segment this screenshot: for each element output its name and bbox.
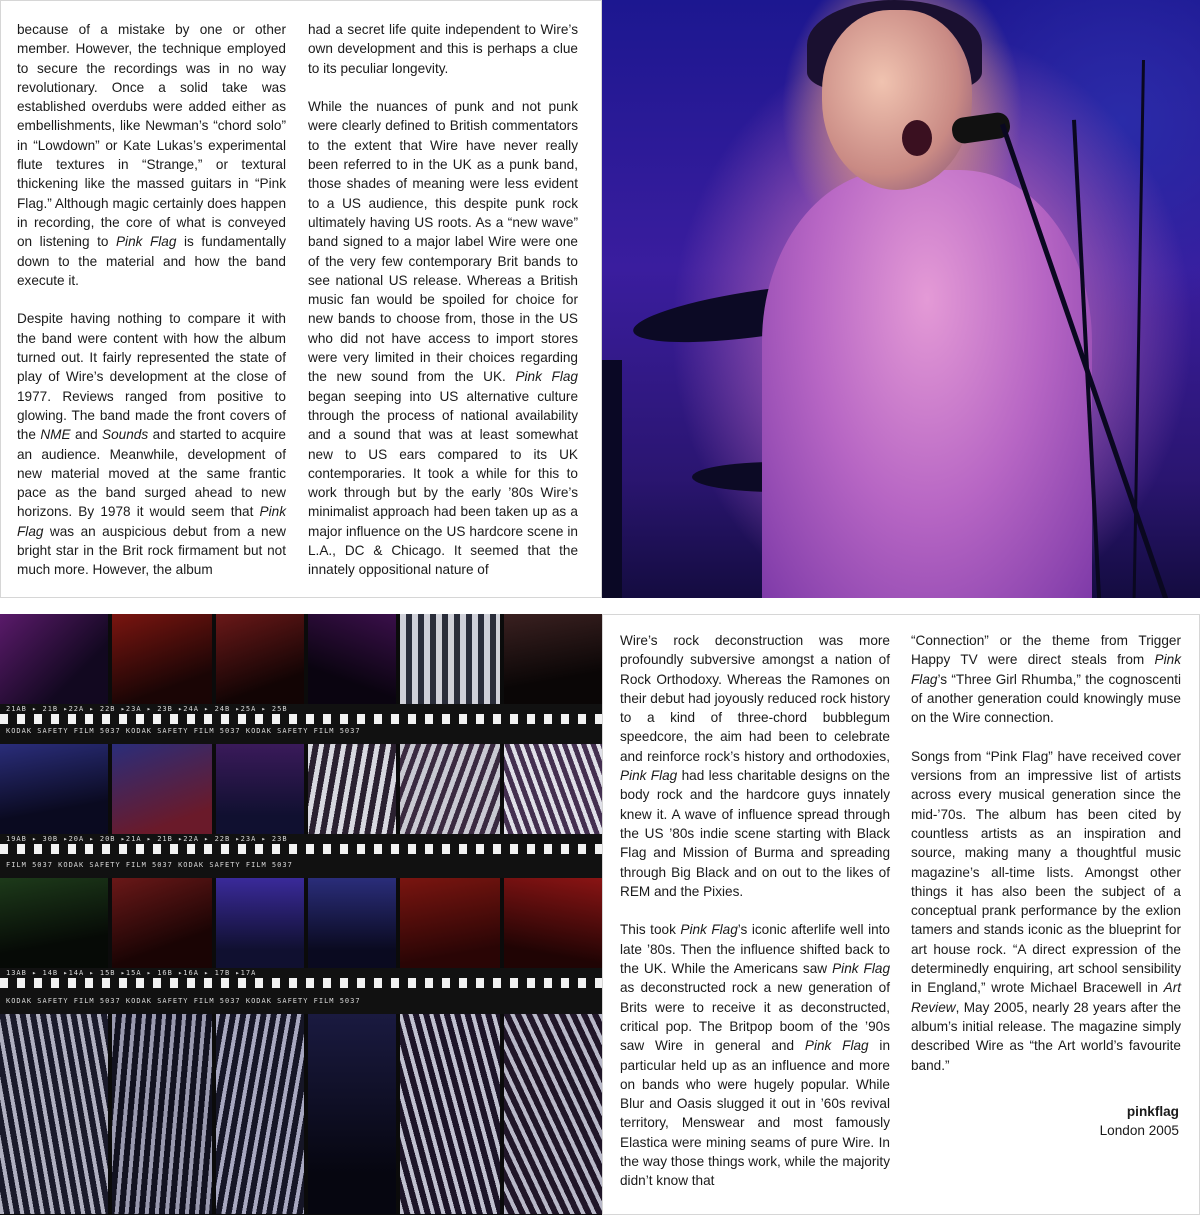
film-frames-row-1 xyxy=(0,614,602,704)
signature-name: pinkflag xyxy=(1126,1104,1179,1119)
film-frame xyxy=(400,1014,500,1214)
paragraph: Wire’s rock deconstruction was more profoundly subversive amongst a nation of Rock Orthodoxy. Whereas the Ramones on their debut had joyously reduced rock history to a kind of three-chord bubblegum speedcore, the aim had been to celebrate and reinforce rock’s history and orthodoxies, Pink Flag had less charitable designs on the body rock and the hardcore guys innately knew it. A wave of influence spread through the US ’80s indie scene starting with Black Flag and Mission of Burma and spreading through Big Black and on out to the likes of REM and the Pixies. xyxy=(620,633,890,899)
film-frame xyxy=(216,614,304,704)
bottom-text-page xyxy=(602,614,1200,1215)
film-frame xyxy=(400,614,500,704)
film-frame xyxy=(0,614,108,704)
film-contact-sheet xyxy=(0,614,602,1215)
paragraph: Despite having nothing to compare it with the band were content with how the album turned out. It fairly represented the state of play of Wire’s development at the close of 1977. Reviews ranged from positive to glowing. The band made the front covers of the NME and Sounds and started to acquire an audience. Meanwhile, development of new material moved at the same frantic pace as the band surged ahead to new horizons. By 1978 it would seem that Pink Flag was an auspicious debut from a new bright star in the Brit rock firmament but not much more. However, the album xyxy=(17,311,286,578)
film-frame xyxy=(400,878,500,968)
film-frame xyxy=(308,614,396,704)
film-frames-row-3 xyxy=(0,878,602,968)
mic-stand xyxy=(602,360,622,598)
text-column-4 xyxy=(911,631,1181,1075)
film-frames-row-2 xyxy=(0,744,602,834)
film-frame xyxy=(504,614,602,704)
signature-block xyxy=(1100,1102,1179,1141)
film-frame xyxy=(308,1014,396,1214)
singer-mouth xyxy=(902,120,932,156)
paragraph: had a secret life quite independent to Wire’s own development and this is perhaps a clue to its peculiar longevity. xyxy=(308,22,578,76)
film-frame xyxy=(112,744,212,834)
film-frame xyxy=(216,1014,304,1214)
film-frame xyxy=(504,744,602,834)
sprocket-band: KODAK SAFETY FILM 5037 KODAK SAFETY FILM 5037 KODAK SAFETY FILM 5037 xyxy=(0,726,602,744)
paragraph: This took Pink Flag’s iconic afterlife well into late ’80s. Then the influence shifted back to the UK. While the Americans saw Pink Flag as deconstructed rock a new generation of Brits were to receive it as deconstructed, critical pop. The Britpop boom of the ’90s saw Wire in general and Pink Flag in particular held up as an influence and more on bands who were hugely popular. While Blur and Oasis slugged it out in ’60s revival territory, Menswear and most famously Elastica were mining seams of pure Wire. In the way those things work, while the majority didn’t know that xyxy=(620,922,891,1189)
film-frame xyxy=(0,744,108,834)
singer-head xyxy=(822,10,972,190)
film-frame xyxy=(112,1014,212,1214)
film-frame xyxy=(112,614,212,704)
film-frame xyxy=(504,878,602,968)
top-text-page xyxy=(0,0,602,598)
signature-place-date: London 2005 xyxy=(1099,1123,1179,1139)
film-frame xyxy=(216,744,304,834)
film-frame xyxy=(0,878,108,968)
sprocket-band: 19AB ▸ 30B ▸20A ▸ 20B ▸21A ▸ 21B ▸22A ▸ 22B ▸23A ▸ 23B xyxy=(0,834,602,862)
film-frame xyxy=(308,744,396,834)
film-frame xyxy=(216,878,304,968)
film-frame xyxy=(504,1014,602,1214)
film-frame xyxy=(308,878,396,968)
paragraph: Songs from “Pink Flag” have received cover versions from an impressive list of artists across every musical generation since the mid-’70s. The album has been cited by countless artists as an inspiration and source, making many a thoughtful music magazine’s all-time lists. Amongst other things it has also been the subject of a conceptual prank performance by the exlion tamers and stands iconic as the blueprint for art house rock. “A direct expression of the determinedly enquiring, art school sensibility in England,” wrote Michael Bracewell in Art Review, May 2005, nearly 28 years after the album’s initial release. The magazine simply described Wire as “the Art world’s favourite band.” xyxy=(911,748,1181,1073)
sprocket-band: FILM 5037 KODAK SAFETY FILM 5037 KODAK SAFETY FILM 5037 xyxy=(0,860,602,878)
sprocket-band: 21AB ▸ 21B ▸22A ▸ 22B ▸23A ▸ 23B ▸24A ▸ 24B ▸25A ▸ 25B xyxy=(0,704,602,732)
paragraph: because of a mistake by one or other member. However, the technique employed to secure the recordings was in no way revolutionary. Once a solid take was established overdubs were added either as embellishments, like Newman’s “chord solo” in “Lowdown” or Kate Lukas’s experimental flute textures in “Strange,” or textural thickening like the massed guitars in “Pink Flag.” Although magic certainly does happen in recording, the core of what is conveyed on listening to Pink Flag is fundamentally down to the material and how the band execute it. xyxy=(17,22,286,288)
film-frame xyxy=(112,878,212,968)
film-frame xyxy=(400,744,500,834)
text-column-3 xyxy=(620,631,890,1191)
text-column-2 xyxy=(308,20,578,580)
text-column-1 xyxy=(17,20,286,580)
singer-live-photo xyxy=(602,0,1200,598)
sprocket-band: 13AB ▸ 14B ▸14A ▸ 15B ▸15A ▸ 16B ▸16A ▸ 17B ▸17A xyxy=(0,968,602,996)
film-frame xyxy=(0,1014,108,1214)
film-frames-row-4 xyxy=(0,1014,602,1214)
sprocket-band: KODAK SAFETY FILM 5037 KODAK SAFETY FILM 5037 KODAK SAFETY FILM 5037 xyxy=(0,996,602,1014)
paragraph: While the nuances of punk and not punk were clearly defined to British commentators to the extent that Wire have never really been referred to in the UK as a punk band, those shades of meaning were less evident to a US audience, this despite punk rock ultimately having US roots. As a “new wave” band signed to a major label Wire were one of the very few contemporary Brit bands to see national US release. Whereas a British music fan would be spoiled for choice for new bands to choose from, those in the US who did not have access to import stores were very limited in their choices regarding the new sound from the UK. Pink Flag began seeping into US alternative culture through the process of national availability and a sound that was at least somewhat new to US ears compared to its UK contemporaries. It took a while for this to work through but by the early ’80s Wire’s minimalist approach had been taken up as a major influence on the US hardcore scene in L.A., DC & Chicago. It seemed that the innately oppositional nature of xyxy=(308,99,578,578)
paragraph: “Connection” or the theme from Trigger Happy TV were direct steals from Pink Flag’s “Three Girl Rhumba,” the cognoscenti of another generation could knowingly muse on the Wire connection. xyxy=(911,633,1181,726)
